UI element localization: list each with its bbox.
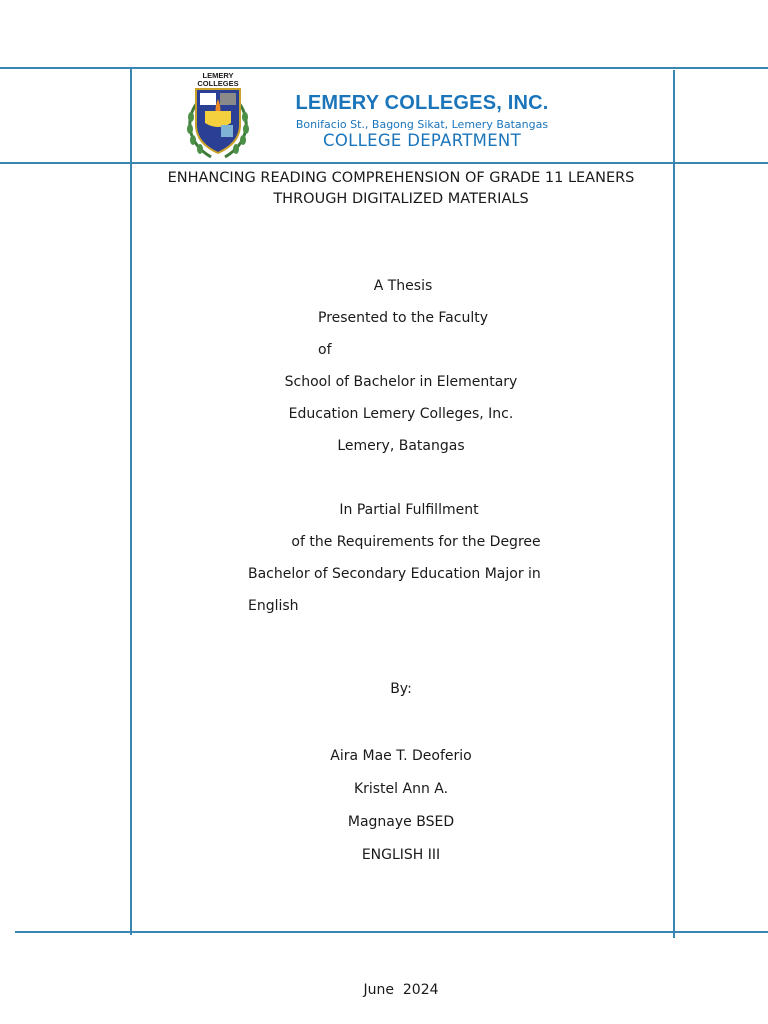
header-top-rule (0, 67, 768, 69)
author-2-surname: Magnaye BSED (347, 814, 455, 830)
partial-fulfillment-line: In Partial Fulfillment (339, 502, 479, 518)
college-address: Bonifacio St., Bagong Sikat, Lemery Batangas (295, 118, 549, 131)
requirements-line: of the Requirements for the Degree (291, 534, 541, 550)
college-department: COLLEGE DEPARTMENT (323, 131, 521, 150)
presented-to-line: Presented to the Faculty (318, 310, 488, 326)
author-1: Aira Mae T. Deoferio (330, 748, 472, 764)
thesis-label: A Thesis (373, 278, 433, 294)
header-bottom-rule (0, 162, 768, 164)
logo-text-line2: COLLEGES (197, 79, 239, 88)
footer-rule (15, 931, 768, 933)
thesis-title: ENHANCING READING COMPREHENSION OF GRADE 11 LEANERS THROUGH DIGITALIZED MATERIALS (167, 170, 635, 207)
major-line: English (248, 598, 299, 614)
submission-date: June 2024 (363, 982, 439, 998)
logo-text-line1: LEMERY (202, 71, 234, 80)
college-name: LEMERY COLLEGES, INC. (295, 92, 549, 114)
school-line: School of Bachelor in Elementary (284, 374, 518, 390)
college-seal-logo (183, 71, 253, 159)
right-border (673, 70, 675, 938)
author-2: Kristel Ann A. (353, 781, 449, 797)
education-line: Education Lemery Colleges, Inc. (288, 406, 514, 422)
section-line: ENGLISH III (361, 847, 441, 863)
by-label: By: (390, 681, 412, 697)
left-border (130, 67, 132, 935)
location-line: Lemery, Batangas (337, 438, 465, 454)
of-line: of (318, 342, 332, 358)
degree-line: Bachelor of Secondary Education Major in (248, 566, 541, 582)
